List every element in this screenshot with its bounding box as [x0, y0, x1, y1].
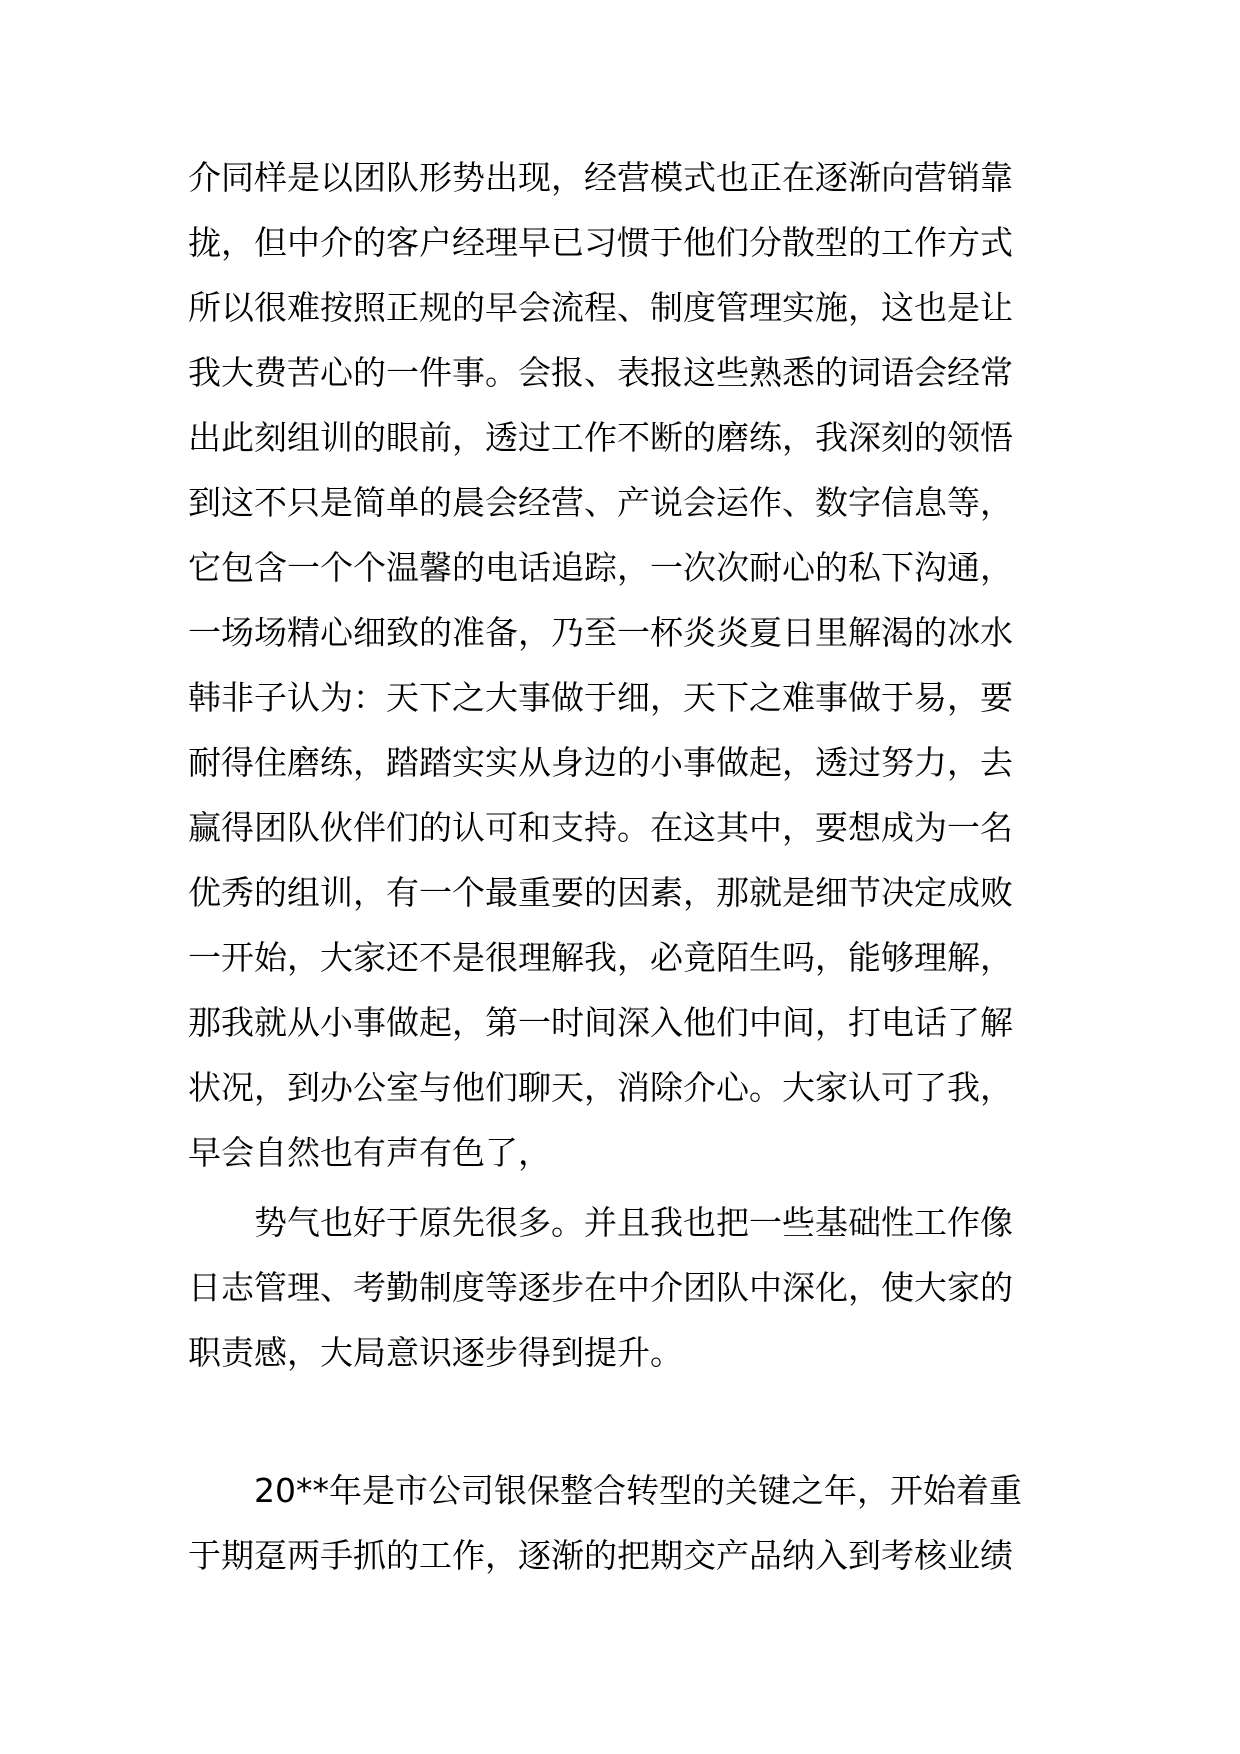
- text-line: 介同样是以团队形势出现，经营模式也正在逐渐向营销靠: [188, 158, 1013, 197]
- text-line: 赢得团队伙伴们的认可和支持。在这其中，要想成为一名: [188, 808, 1013, 847]
- text-line: 职责感，大局意识逐步得到提升。: [188, 1333, 683, 1372]
- text-line: 所以很难按照正规的早会流程、制度管理实施，这也是让: [188, 288, 1013, 327]
- paragraph-1: [188, 145, 1068, 1185]
- text-line: 耐得住磨练，踏踏实实从身边的小事做起，透过努力，去: [188, 743, 1013, 782]
- text-line: 拢，但中介的客户经理早已习惯于他们分散型的工作方式: [188, 223, 1013, 262]
- text-line: 早会自然也有声有色了，: [188, 1133, 551, 1172]
- text-line: 韩非子认为：天下之大事做于细，天下之难事做于易，要: [188, 678, 1013, 717]
- paragraph-3: [188, 1458, 1068, 1588]
- text-line: 状况，到办公室与他们聊天，消除介心。大家认可了我，: [188, 1068, 1013, 1107]
- text-line: 于期趸两手抓的工作，逐渐的把期交产品纳入到考核业绩: [188, 1536, 1013, 1575]
- text-line: 优秀的组训，有一个最重要的因素，那就是细节决定成败: [188, 873, 1013, 912]
- text-line: 出此刻组训的眼前，透过工作不断的磨练，我深刻的领悟: [188, 418, 1013, 457]
- paragraph-2: [188, 1190, 1068, 1385]
- text-line: 它包含一个个温馨的电话追踪，一次次耐心的私下沟通，: [188, 548, 1013, 587]
- text-line: 20**年是市公司银保整合转型的关键之年，开始着重: [254, 1471, 1022, 1510]
- text-line: 日志管理、考勤制度等逐步在中介团队中深化，使大家的: [188, 1268, 1013, 1307]
- text-line: 势气也好于原先很多。并且我也把一些基础性工作像: [254, 1203, 1013, 1242]
- text-line: 那我就从小事做起，第一时间深入他们中间，打电话了解: [188, 1003, 1013, 1042]
- text-line: 我大费苦心的一件事。会报、表报这些熟悉的词语会经常: [188, 353, 1013, 392]
- text-line: 一场场精心细致的准备，乃至一杯炎炎夏日里解渴的冰水: [188, 613, 1013, 652]
- text-line: 一开始，大家还不是很理解我，必竟陌生吗，能够理解，: [188, 938, 1013, 977]
- text-line: 到这不只是简单的晨会经营、产说会运作、数字信息等，: [188, 483, 1013, 522]
